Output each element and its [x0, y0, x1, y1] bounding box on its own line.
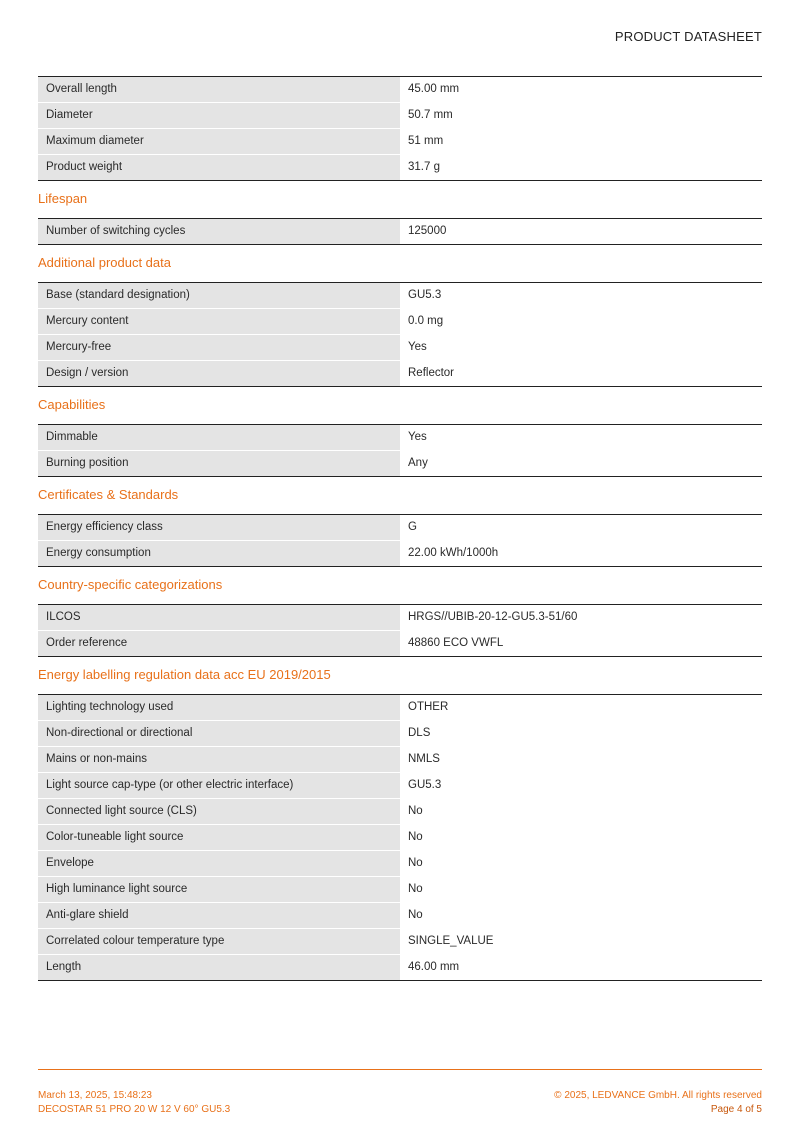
row-value: No — [400, 825, 762, 850]
section-title: Energy labelling regulation data acc EU 2019/2015 — [38, 667, 331, 682]
row-label: Connected light source (CLS) — [38, 799, 400, 824]
table-row — [38, 77, 762, 103]
section-title: Capabilities — [38, 397, 106, 412]
footer-right — [554, 1089, 762, 1117]
row-label: Lighting technology used — [38, 695, 400, 720]
row-value: Yes — [400, 425, 762, 450]
table-row — [38, 631, 762, 656]
row-value: 22.00 kWh/1000h — [400, 541, 762, 566]
row-value: 46.00 mm — [400, 955, 762, 980]
row-label: Mercury-free — [38, 335, 400, 360]
document-header-title: PRODUCT DATASHEET — [614, 29, 762, 44]
table-row — [38, 955, 762, 980]
row-label: High luminance light source — [38, 877, 400, 902]
row-label: Energy consumption — [38, 541, 400, 566]
row-value: 51 mm — [400, 129, 762, 154]
row-value: 45.00 mm — [400, 77, 762, 102]
row-label: Mains or non-mains — [38, 747, 400, 772]
footer-left — [38, 1089, 230, 1117]
section-title: Country-specific categorizations — [38, 577, 223, 592]
row-label: Diameter — [38, 103, 400, 128]
row-value: Yes — [400, 335, 762, 360]
row-value: GU5.3 — [400, 773, 762, 798]
datasheet-content — [38, 76, 762, 981]
row-label: Correlated colour temperature type — [38, 929, 400, 954]
row-value: No — [400, 903, 762, 928]
row-value: No — [400, 877, 762, 902]
row-label: Order reference — [38, 631, 400, 656]
row-value: 0.0 mg — [400, 309, 762, 334]
footer-divider — [38, 1069, 762, 1070]
spec-table — [38, 282, 762, 387]
table-row — [38, 425, 762, 451]
row-value: 50.7 mm — [400, 103, 762, 128]
row-value: No — [400, 799, 762, 824]
row-label: Overall length — [38, 77, 400, 102]
row-label: Burning position — [38, 451, 400, 476]
table-row — [38, 283, 762, 309]
table-row — [38, 103, 762, 129]
table-row — [38, 721, 762, 747]
spec-table — [38, 604, 762, 657]
table-row — [38, 129, 762, 155]
table-row — [38, 541, 762, 566]
row-label: Light source cap-type (or other electric interface) — [38, 773, 400, 798]
footer-copyright: © 2025, LEDVANCE GmbH. All rights reserved — [554, 1090, 762, 1101]
row-value: SINGLE_VALUE — [400, 929, 762, 954]
footer-product-name: DECOSTAR 51 PRO 20 W 12 V 60° GU5.3 — [38, 1104, 231, 1115]
table-row — [38, 155, 762, 180]
row-value: 125000 — [400, 219, 762, 244]
row-label: Color-tuneable light source — [38, 825, 400, 850]
table-row — [38, 605, 762, 631]
table-row — [38, 451, 762, 476]
row-value: Reflector — [400, 361, 762, 386]
table-row — [38, 335, 762, 361]
spec-table — [38, 76, 762, 181]
table-row — [38, 361, 762, 386]
row-value: No — [400, 851, 762, 876]
row-label: Energy efficiency class — [38, 515, 400, 540]
table-row — [38, 773, 762, 799]
row-label: Non-directional or directional — [38, 721, 400, 746]
row-label: Design / version — [38, 361, 400, 386]
row-label: Maximum diameter — [38, 129, 400, 154]
row-label: Envelope — [38, 851, 400, 876]
row-value: GU5.3 — [400, 283, 762, 308]
row-value: OTHER — [400, 695, 762, 720]
spec-table — [38, 424, 762, 477]
table-row — [38, 309, 762, 335]
table-row — [38, 695, 762, 721]
footer-page-number: Page 4 of 5 — [710, 1104, 762, 1115]
row-label: Product weight — [38, 155, 400, 180]
footer-timestamp: March 13, 2025, 15:48:23 — [38, 1090, 152, 1101]
table-row — [38, 851, 762, 877]
row-label: Length — [38, 955, 400, 980]
table-row — [38, 515, 762, 541]
table-row — [38, 747, 762, 773]
row-label: Base (standard designation) — [38, 283, 400, 308]
section-title: Certificates & Standards — [38, 487, 179, 502]
row-label: Anti-glare shield — [38, 903, 400, 928]
row-label: Mercury content — [38, 309, 400, 334]
row-value: NMLS — [400, 747, 762, 772]
row-value: 48860 ECO VWFL — [400, 631, 762, 656]
spec-table — [38, 694, 762, 981]
row-value: G — [400, 515, 762, 540]
row-label: Dimmable — [38, 425, 400, 450]
row-value: 31.7 g — [400, 155, 762, 180]
spec-table — [38, 514, 762, 567]
row-value: DLS — [400, 721, 762, 746]
row-label: Number of switching cycles — [38, 219, 400, 244]
section-title: Lifespan — [38, 191, 88, 206]
table-row — [38, 877, 762, 903]
row-value: Any — [400, 451, 762, 476]
table-row — [38, 799, 762, 825]
table-row — [38, 929, 762, 955]
row-value: HRGS//UBIB-20-12-GU5.3-51/60 — [400, 605, 762, 630]
table-row — [38, 825, 762, 851]
table-row — [38, 219, 762, 244]
row-label: ILCOS — [38, 605, 400, 630]
section-title: Additional product data — [38, 255, 171, 270]
spec-table — [38, 218, 762, 245]
table-row — [38, 903, 762, 929]
